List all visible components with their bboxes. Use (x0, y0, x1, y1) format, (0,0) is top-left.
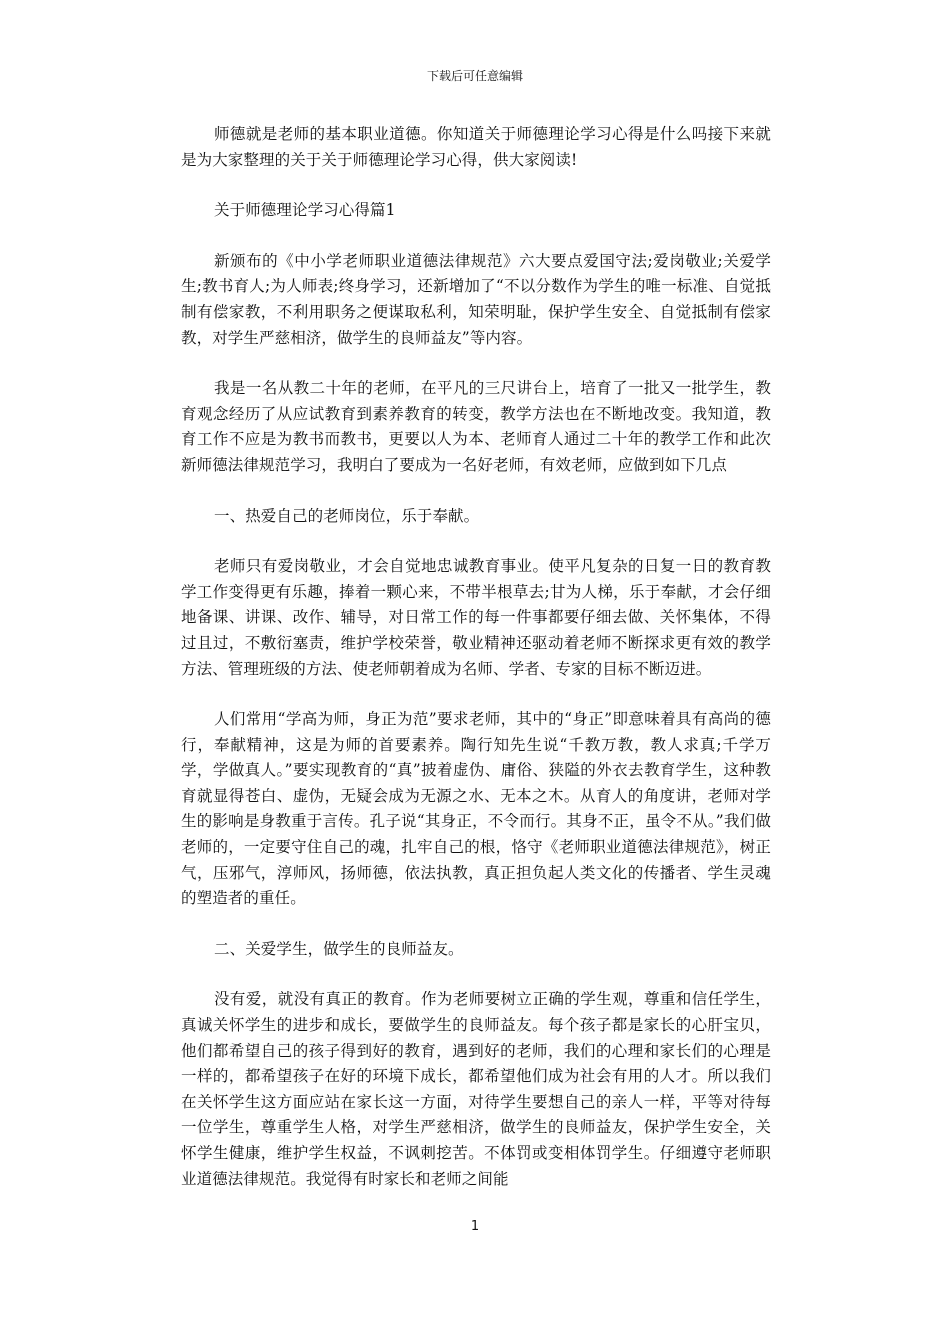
body-paragraph: 老师只有爱岗敬业，才会自觉地忠诚教育事业。使平凡复杂的日复一日的教育教学工作变得更有乐趣，捧着一颗心来，不带半根草去;甘为人梯，乐于奉献，才会仔细地备课、讲课、改作、辅导，对日常工作的每一件事都要仔细去做、关怀集体，不得过且过，不敷衍塞责，维护学校荣誉，敬业精神还驱动着老师不断探求更有效的教学方法、管理班级的方法、使老师朝着成为名师、学者、专家的目标不断迈进。 (181, 557, 771, 678)
page-number: 1 (470, 1219, 480, 1234)
section-heading: 二、关爱学生，做学生的良师益友。 (214, 939, 464, 958)
page-header: 下载后可任意编辑 (426, 69, 523, 83)
intro-paragraph: 师德就是老师的基本职业道德。你知道关于师德理论学习心得是什么吗接下来就是为大家整理的关于关于师德理论学习心得，供大家阅读! (181, 125, 771, 169)
body-paragraph: 人们常用“学高为师，身正为范”要求老师，其中的“身正”即意味着具有高尚的德行，奉献精神，这是为师的首要素养。陶行知先生说“千教万教，教人求真;千学万学，学做真人。”要实现教育的“真”披着虚伪、庸俗、狭隘的外衣去教育学生，这种教育就显得苍白、虚伪，无疑会成为无源之水、无本之木。从育人的角度讲，老师对学生的影响是身教重于言传。孔子说“其身正，不令而行。其身不正，虽令不从。”我们做老师的，一定要守住自己的魂，扎牢自己的根，恪守《老师职业道德法律规范》，树正气，压邪气，淳师风，扬师德，依法执教，真正担负起人类文化的传播者、学生灵魂的塑造者的重任。 (181, 710, 771, 908)
section-heading: 一、热爱自己的老师岗位，乐于奉献。 (214, 506, 480, 525)
document-body (181, 122, 771, 1217)
body-paragraph: 我是一名从教二十年的老师，在平凡的三尺讲台上，培育了一批又一批学生，教育观念经历了从应试教育到素养教育的转变，教学方法也在不断地改变。我知道，教育工作不应是为教书而教书，更要以人为本、老师育人通过二十年的教学工作和此次新师德法律规范学习，我明白了要成为一名好老师，有效老师，应做到如下几点 (181, 379, 771, 474)
body-paragraph: 新颁布的《中小学老师职业道德法律规范》六大要点爱国守法;爱岗敬业;关爱学生;教书育人;为人师表;终身学习，还新增加了“不以分数作为学生的唯一标准、自觉抵制有偿家教，不利用职务之便谋取私利，知荣明耻，保护学生安全、自觉抵制有偿家教，对学生严慈相济，做学生的良师益友”等内容。 (181, 251, 771, 347)
section-heading: 关于师德理论学习心得篇1 (214, 201, 396, 220)
body-paragraph: 没有爱，就没有真正的教育。作为老师要树立正确的学生观，尊重和信任学生，真诚关怀学生的进步和成长，要做学生的良师益友。每个孩子都是家长的心肝宝贝，他们都希望自己的孩子得到好的教育，遇到好的老师，我们的心理和家长们的心理是一样的，都希望孩子在好的环境下成长，都希望他们成为社会有用的人才。所以我们在关怀学生这方面应站在家长这一方面，对待学生要想自己的亲人一样，平等对待每一位学生，尊重学生人格，对学生严慈相济，做学生的良师益友，保护学生安全，关怀学生健康，维护学生权益，不讽刺挖苦。不体罚或变相体罚学生。仔细遵守老师职业道德法律规范。我觉得有时家长和老师之间能 (181, 990, 771, 1188)
